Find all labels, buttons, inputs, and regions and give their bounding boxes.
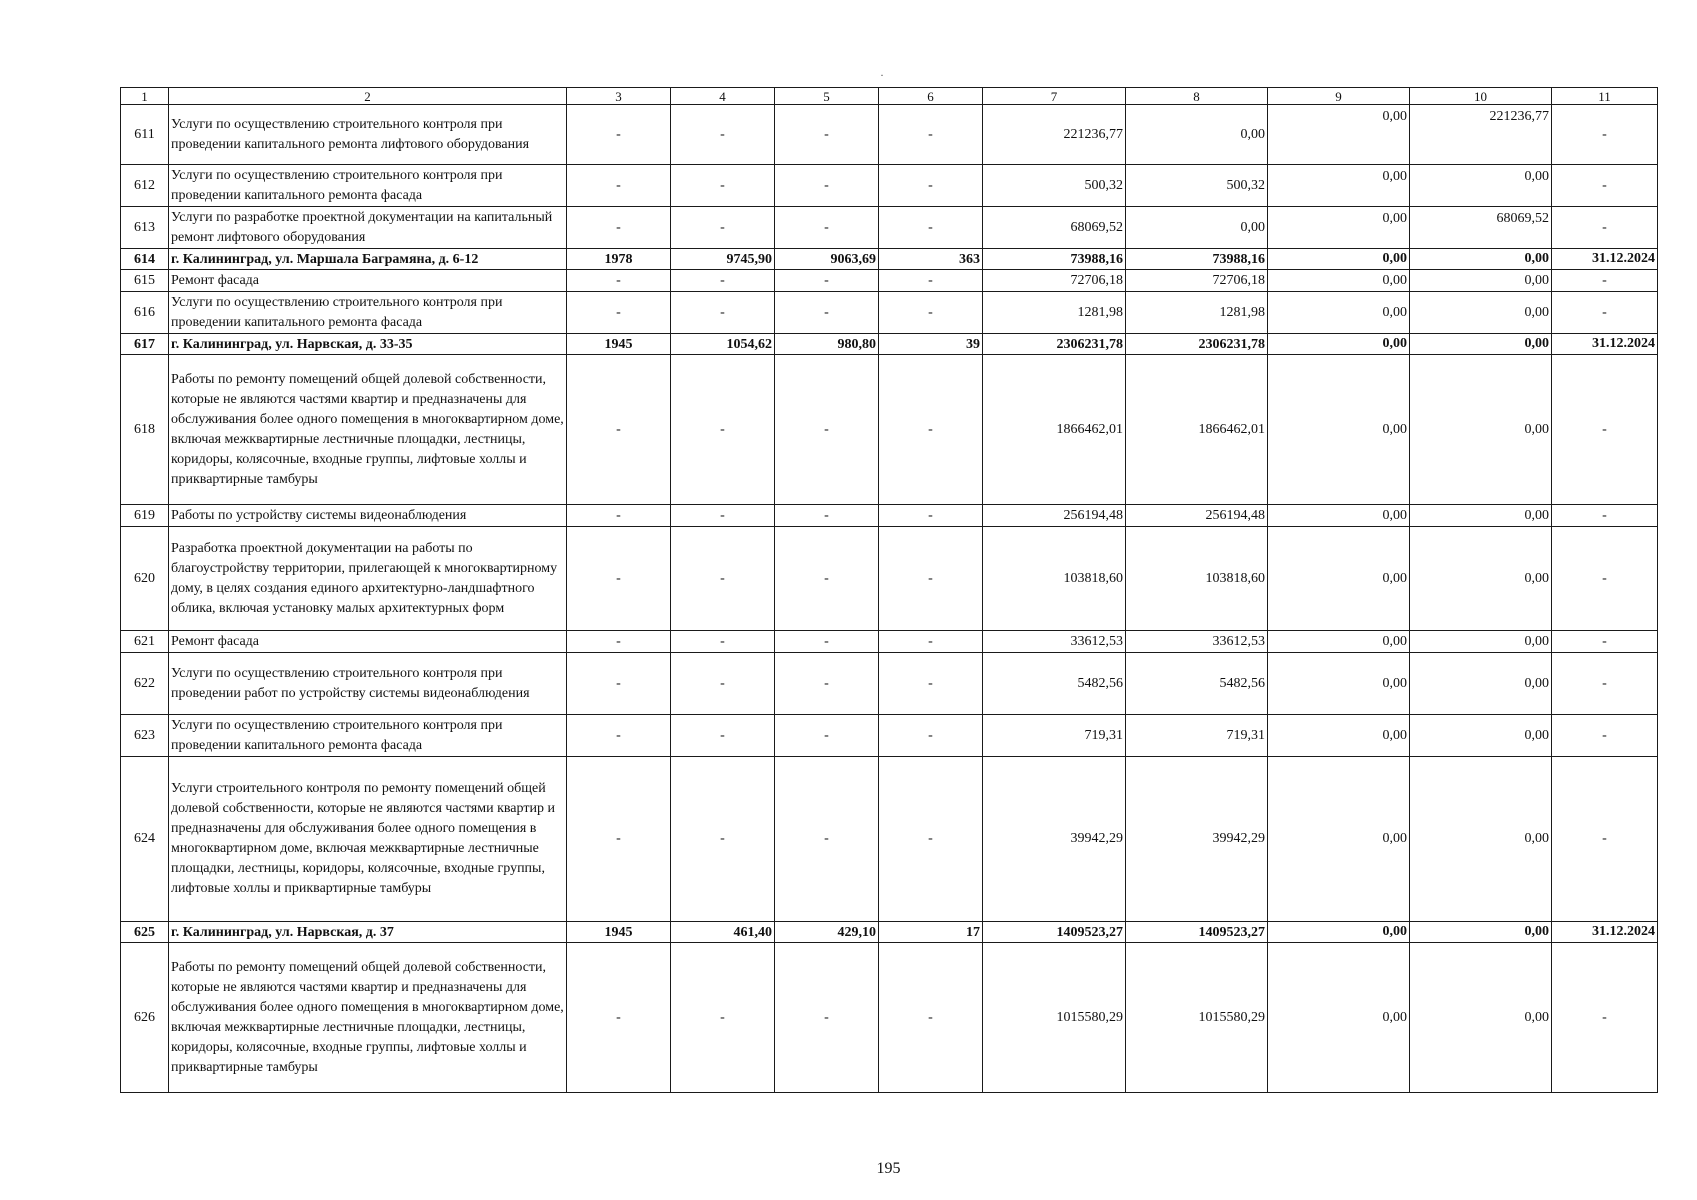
cell-living-area: -	[775, 631, 879, 653]
cell-year: 1945	[567, 334, 671, 355]
cell-cost-8: 72706,18	[1126, 270, 1268, 292]
cell-total-area: -	[671, 292, 775, 334]
cell-cost-8: 5482,56	[1126, 653, 1268, 715]
cell-living-area: -	[775, 355, 879, 505]
cell-cost-8: 1866462,01	[1126, 355, 1268, 505]
cell-living-area: -	[775, 207, 879, 249]
cell-residents: 363	[879, 249, 983, 270]
house-address: г. Калининград, ул. Маршала Баграмяна, д. 6-12	[169, 249, 567, 270]
work-name: Услуги по осуществлению строительного контроля при проведении капитального ремонта фасада	[169, 715, 567, 757]
work-name: Услуги по осуществлению строительного контроля при проведении капитального ремонта фасада	[169, 165, 567, 207]
cell-residents: -	[879, 105, 983, 165]
cell-cost-9: 0,00	[1268, 105, 1410, 165]
cell-deadline: 31.12.2024	[1552, 922, 1658, 943]
cell-residents: -	[879, 207, 983, 249]
work-name: Работы по устройству системы видеонаблюдения	[169, 505, 567, 527]
cell-residents: -	[879, 292, 983, 334]
cell-cost-9: 0,00	[1268, 505, 1410, 527]
work-name: Услуги по осуществлению строительного контроля при проведении работ по устройству системы видеонаблюдения	[169, 653, 567, 715]
col-header-4: 4	[671, 88, 775, 105]
cell-year: -	[567, 165, 671, 207]
table-row	[121, 715, 1658, 757]
cell-cost-10: 0,00	[1410, 165, 1552, 207]
cell-deadline: -	[1552, 270, 1658, 292]
cell-deadline: -	[1552, 292, 1658, 334]
cell-year: -	[567, 505, 671, 527]
cell-cost-10: 0,00	[1410, 270, 1552, 292]
cell-year: -	[567, 105, 671, 165]
cell-residents: 39	[879, 334, 983, 355]
cell-residents: -	[879, 715, 983, 757]
cell-total-cost: 72706,18	[983, 270, 1126, 292]
cell-cost-8: 0,00	[1126, 105, 1268, 165]
work-name: Услуги по осуществлению строительного контроля при проведении капитального ремонта фасада	[169, 292, 567, 334]
cell-cost-9: 0,00	[1268, 943, 1410, 1093]
cell-cost-8: 2306231,78	[1126, 334, 1268, 355]
table-row	[121, 653, 1658, 715]
cell-cost-10: 0,00	[1410, 922, 1552, 943]
cell-total-area: -	[671, 757, 775, 922]
work-name: Ремонт фасада	[169, 631, 567, 653]
cell-total-cost: 103818,60	[983, 527, 1126, 631]
col-header-5: 5	[775, 88, 879, 105]
cell-total-area: -	[671, 355, 775, 505]
cell-cost-8: 73988,16	[1126, 249, 1268, 270]
cell-cost-9: 0,00	[1268, 334, 1410, 355]
row-number: 622	[121, 653, 169, 715]
cell-year: 1978	[567, 249, 671, 270]
table-row	[121, 355, 1658, 505]
work-name: Работы по ремонту помещений общей долевой собственности, которые не являются частями квартир и предназначены для обслуживания более одного помещения в многоквартирном доме, включая межквартирные лестничные площадки, лестницы, коридоры, колясочные, входные группы, лифтовые холлы и приквартирные тамбуры	[169, 943, 567, 1093]
cell-cost-9: 0,00	[1268, 527, 1410, 631]
house-address: г. Калининград, ул. Нарвская, д. 37	[169, 922, 567, 943]
cell-year: -	[567, 757, 671, 922]
cell-deadline: -	[1552, 757, 1658, 922]
cell-cost-9: 0,00	[1268, 292, 1410, 334]
house-address: г. Калининград, ул. Нарвская, д. 33-35	[169, 334, 567, 355]
col-header-1: 1	[121, 88, 169, 105]
cell-residents: -	[879, 355, 983, 505]
cell-total-area: -	[671, 505, 775, 527]
table-row	[121, 270, 1658, 292]
cell-total-area: -	[671, 715, 775, 757]
cell-year: -	[567, 355, 671, 505]
col-header-3: 3	[567, 88, 671, 105]
cell-living-area: -	[775, 270, 879, 292]
row-number: 625	[121, 922, 169, 943]
row-number: 613	[121, 207, 169, 249]
table-row	[121, 757, 1658, 922]
cell-year: -	[567, 527, 671, 631]
cell-residents: -	[879, 653, 983, 715]
cell-deadline: -	[1552, 355, 1658, 505]
cell-total-cost: 73988,16	[983, 249, 1126, 270]
row-number: 619	[121, 505, 169, 527]
address-row	[121, 334, 1658, 355]
row-number: 617	[121, 334, 169, 355]
address-row	[121, 249, 1658, 270]
row-number: 612	[121, 165, 169, 207]
cell-living-area: -	[775, 943, 879, 1093]
cell-total-area: 1054,62	[671, 334, 775, 355]
col-header-6: 6	[879, 88, 983, 105]
table-row	[121, 943, 1658, 1093]
cell-residents: -	[879, 505, 983, 527]
cell-cost-9: 0,00	[1268, 355, 1410, 505]
cell-cost-9: 0,00	[1268, 653, 1410, 715]
cell-cost-10: 0,00	[1410, 292, 1552, 334]
cell-total-cost: 39942,29	[983, 757, 1126, 922]
cell-year: -	[567, 715, 671, 757]
cell-deadline: -	[1552, 631, 1658, 653]
cell-cost-8: 39942,29	[1126, 757, 1268, 922]
cell-residents: -	[879, 631, 983, 653]
address-row	[121, 922, 1658, 943]
table-row	[121, 527, 1658, 631]
cell-cost-9: 0,00	[1268, 922, 1410, 943]
cell-year: -	[567, 653, 671, 715]
cell-residents: 17	[879, 922, 983, 943]
cell-living-area: -	[775, 505, 879, 527]
cell-cost-8: 1409523,27	[1126, 922, 1268, 943]
cell-deadline: -	[1552, 527, 1658, 631]
cell-cost-10: 0,00	[1410, 334, 1552, 355]
cell-total-area: -	[671, 105, 775, 165]
scan-mark: ·	[880, 68, 884, 82]
cell-deadline: -	[1552, 505, 1658, 527]
cell-total-cost: 719,31	[983, 715, 1126, 757]
cell-cost-8: 0,00	[1126, 207, 1268, 249]
cell-total-cost: 2306231,78	[983, 334, 1126, 355]
cell-cost-9: 0,00	[1268, 631, 1410, 653]
cell-cost-8: 33612,53	[1126, 631, 1268, 653]
cell-total-cost: 221236,77	[983, 105, 1126, 165]
page-number: 195	[876, 1160, 901, 1177]
cell-living-area: -	[775, 292, 879, 334]
cell-total-area: 9745,90	[671, 249, 775, 270]
cell-residents: -	[879, 757, 983, 922]
row-number: 618	[121, 355, 169, 505]
cell-cost-9: 0,00	[1268, 165, 1410, 207]
cell-cost-10: 0,00	[1410, 249, 1552, 270]
row-number: 624	[121, 757, 169, 922]
cell-cost-10: 0,00	[1410, 527, 1552, 631]
cell-total-cost: 1866462,01	[983, 355, 1126, 505]
table-row	[121, 631, 1658, 653]
col-header-10: 10	[1410, 88, 1552, 105]
work-name: Работы по ремонту помещений общей долевой собственности, которые не являются частями квартир и предназначены для обслуживания более одного помещения в многоквартирном доме, включая межквартирные лестничные площадки, лестницы, коридоры, колясочные, входные группы, лифтовые холлы и приквартирные тамбуры	[169, 355, 567, 505]
cell-deadline: 31.12.2024	[1552, 334, 1658, 355]
work-name: Услуги строительного контроля по ремонту помещений общей долевой собственности, которые не являются частями квартир и предназначены для обслуживания более одного помещения в многоквартирном доме, включая межквартирные лестничные площадки, лестницы, коридоры, колясочные, входные группы, лифтовые холлы и приквартирные тамбуры	[169, 757, 567, 922]
cell-cost-10: 0,00	[1410, 943, 1552, 1093]
cell-cost-9: 0,00	[1268, 249, 1410, 270]
cell-living-area: -	[775, 165, 879, 207]
column-number-row	[121, 88, 1658, 105]
cell-deadline: -	[1552, 207, 1658, 249]
work-name: Ремонт фасада	[169, 270, 567, 292]
cell-living-area: -	[775, 653, 879, 715]
cell-total-area: -	[671, 631, 775, 653]
col-header-7: 7	[983, 88, 1126, 105]
cell-cost-9: 0,00	[1268, 207, 1410, 249]
cell-total-area: -	[671, 943, 775, 1093]
work-name: Разработка проектной документации на работы по благоустройству территории, прилегающей к многоквартирному дому, в целях создания единого архитектурно-ландшафтного облика, включая установку малых архитектурных форм	[169, 527, 567, 631]
cell-deadline: -	[1552, 653, 1658, 715]
row-number: 614	[121, 249, 169, 270]
cell-deadline: 31.12.2024	[1552, 249, 1658, 270]
cell-living-area: -	[775, 527, 879, 631]
cell-cost-10: 0,00	[1410, 653, 1552, 715]
capital-repair-table	[120, 87, 1658, 1093]
cell-total-cost: 1015580,29	[983, 943, 1126, 1093]
cell-year: -	[567, 270, 671, 292]
table-row	[121, 207, 1658, 249]
cell-total-area: -	[671, 270, 775, 292]
cell-deadline: -	[1552, 715, 1658, 757]
cell-cost-9: 0,00	[1268, 757, 1410, 922]
row-number: 616	[121, 292, 169, 334]
cell-living-area: -	[775, 715, 879, 757]
cell-cost-10: 0,00	[1410, 505, 1552, 527]
cell-cost-8: 719,31	[1126, 715, 1268, 757]
cell-cost-8: 1015580,29	[1126, 943, 1268, 1093]
cell-total-area: -	[671, 165, 775, 207]
row-number: 626	[121, 943, 169, 1093]
cell-total-area: -	[671, 527, 775, 631]
cell-total-area: -	[671, 207, 775, 249]
cell-residents: -	[879, 943, 983, 1093]
work-name: Услуги по осуществлению строительного контроля при проведении капитального ремонта лифтового оборудования	[169, 105, 567, 165]
cell-cost-8: 256194,48	[1126, 505, 1268, 527]
cell-year: -	[567, 631, 671, 653]
cell-cost-10: 0,00	[1410, 355, 1552, 505]
cell-living-area: 980,80	[775, 334, 879, 355]
row-number: 621	[121, 631, 169, 653]
cell-cost-10: 0,00	[1410, 631, 1552, 653]
row-number: 620	[121, 527, 169, 631]
cell-deadline: -	[1552, 165, 1658, 207]
row-number: 623	[121, 715, 169, 757]
col-header-9: 9	[1268, 88, 1410, 105]
cell-residents: -	[879, 527, 983, 631]
cell-living-area: 429,10	[775, 922, 879, 943]
cell-total-cost: 33612,53	[983, 631, 1126, 653]
cell-total-cost: 256194,48	[983, 505, 1126, 527]
col-header-2: 2	[169, 88, 567, 105]
cell-total-area: -	[671, 653, 775, 715]
cell-total-cost: 500,32	[983, 165, 1126, 207]
col-header-11: 11	[1552, 88, 1658, 105]
cell-residents: -	[879, 165, 983, 207]
row-number: 611	[121, 105, 169, 165]
table-row	[121, 292, 1658, 334]
cell-living-area: 9063,69	[775, 249, 879, 270]
cell-living-area: -	[775, 105, 879, 165]
cell-cost-10: 0,00	[1410, 757, 1552, 922]
cell-cost-10: 221236,77	[1410, 105, 1552, 165]
cell-total-cost: 5482,56	[983, 653, 1126, 715]
cell-cost-8: 1281,98	[1126, 292, 1268, 334]
table-row	[121, 165, 1658, 207]
row-number: 615	[121, 270, 169, 292]
cell-total-cost: 1409523,27	[983, 922, 1126, 943]
col-header-8: 8	[1126, 88, 1268, 105]
cell-deadline: -	[1552, 105, 1658, 165]
table-row	[121, 505, 1658, 527]
cell-living-area: -	[775, 757, 879, 922]
table-row	[121, 105, 1658, 165]
cell-total-cost: 68069,52	[983, 207, 1126, 249]
cell-cost-9: 0,00	[1268, 715, 1410, 757]
cell-year: -	[567, 207, 671, 249]
cell-deadline: -	[1552, 943, 1658, 1093]
work-name: Услуги по разработке проектной документации на капитальный ремонт лифтового оборудования	[169, 207, 567, 249]
cell-year: -	[567, 943, 671, 1093]
cell-cost-8: 500,32	[1126, 165, 1268, 207]
cell-residents: -	[879, 270, 983, 292]
cell-year: 1945	[567, 922, 671, 943]
cell-cost-10: 0,00	[1410, 715, 1552, 757]
cell-cost-8: 103818,60	[1126, 527, 1268, 631]
cell-total-area: 461,40	[671, 922, 775, 943]
cell-cost-9: 0,00	[1268, 270, 1410, 292]
cell-cost-10: 68069,52	[1410, 207, 1552, 249]
cell-total-cost: 1281,98	[983, 292, 1126, 334]
cell-year: -	[567, 292, 671, 334]
